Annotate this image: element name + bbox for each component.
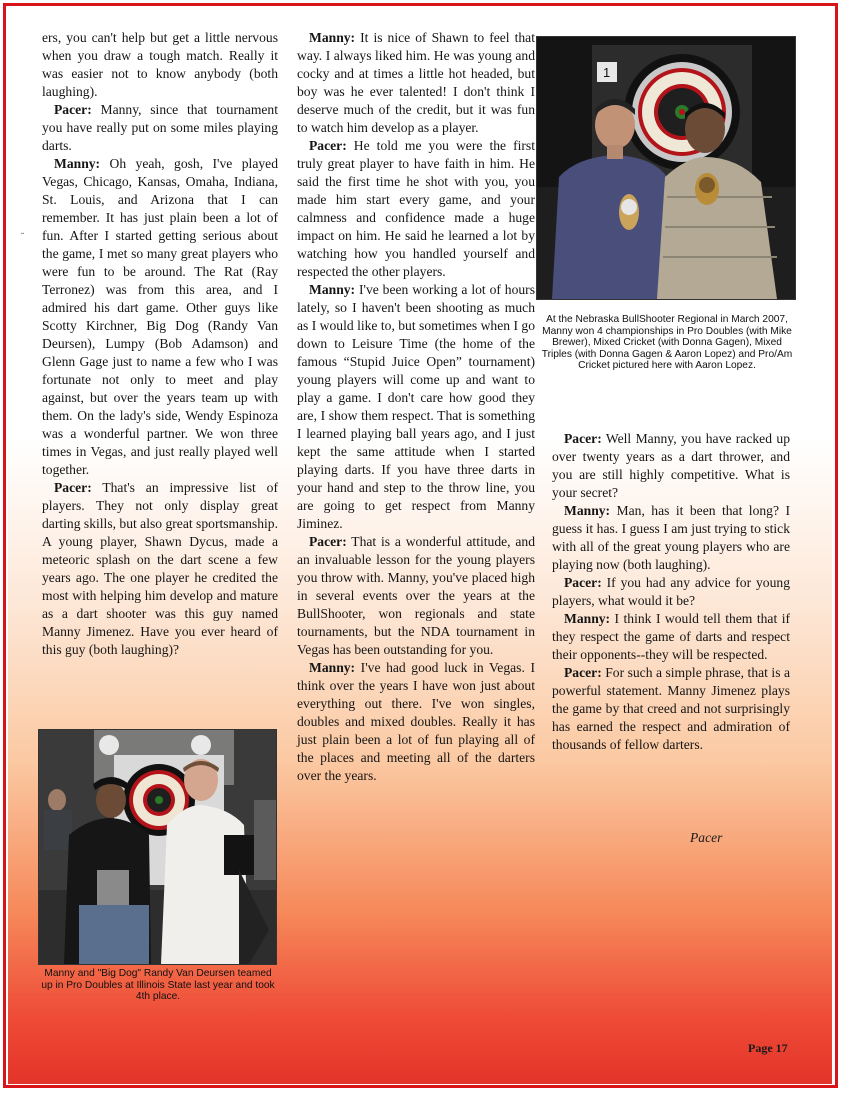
photo-manny-and-big-dog [38, 729, 277, 965]
speaker-label: Manny: [309, 660, 356, 675]
paragraph [552, 502, 790, 574]
page-number: Page 17 [748, 1041, 788, 1055]
paragraph [42, 155, 278, 479]
photo-caption-2: Manny and "Big Dog" Randy Van Deursen teamed up in Pro Doubles at Illinois State last year and took 4th place. [41, 968, 275, 1002]
photo-caption-1: At the Nebraska BullShooter Regional in March 2007, Manny won 4 championships in Pro Doubles (with Mike Brewer), Mixed Cricket (with Donna Gagen), Mixed Triples (with Donna Gagen & Aaron Lopez) and Pro/Am Cricket pictured here with Aaron Lopez. [541, 314, 793, 371]
paragraph-text: He told me you were the first truly great player to have faith in him. He said the first time he shot with you, you made him start every game, and your calmness and confidence made a huge impact on him. He said he learned a lot by watching how you handled yourself and respected the other players. [297, 138, 535, 279]
paragraph [297, 533, 535, 659]
speaker-label: Manny: [54, 156, 101, 171]
column-2 [297, 29, 535, 785]
speaker-label: Manny: [564, 503, 611, 518]
board-number: 1 [603, 65, 611, 80]
margin-mark: ˘ [20, 233, 25, 244]
photo-illustration [537, 37, 795, 299]
paragraph [552, 610, 790, 664]
speaker-label: Manny: [564, 611, 611, 626]
paragraph-text: For such a simple phrase, that is a powerful statement. Manny Jimenez plays the game by that creed and not surprisingly has earned the respect and admiration of thousands of fellow darters. [552, 665, 790, 752]
speaker-label: Pacer: [309, 138, 347, 153]
paragraph [297, 29, 535, 137]
speaker-label: Pacer: [564, 431, 602, 446]
speaker-label: Pacer: [54, 102, 92, 117]
paragraph-text: That's an impressive list of players. They not only display great darting skills, but also great sportsmanship. A young player, Shawn Dycus, made a meteoric splash on the dart scene a few years ago. The one player he credited the most with helping him develop and mature as a dart shooter was this guy named Manny Jimenez. Have you ever heard of this guy (both laughing)? [42, 480, 278, 657]
author-signature: Pacer [690, 830, 723, 845]
paragraph-text: I've been working a lot of hours lately, so I haven't been shooting as much as I would like to, but sometimes when I go down to Leisure Time (the home of the famous “Stupid Juice Open” tournament) young players will come up and want to play a game. I don't care how good they are, I show them respect. That is something I learned playing ball years ago, and I just kept the same attitude when I started playing darts. If you have three darts in your hand and step to the throw line, you are going to get respect from Manny Jiminez. [297, 282, 535, 531]
speaker-label: Pacer: [564, 575, 602, 590]
paragraph-text: If you had any advice for young players, what would it be? [552, 575, 790, 608]
paragraph [552, 664, 790, 754]
column-3 [552, 430, 790, 754]
paragraph [297, 137, 535, 281]
column-1 [42, 29, 278, 659]
paragraph [42, 479, 278, 659]
paragraph-text: I've had good luck in Vegas. I think over the years I have won just about everything out there. I've won singles, doubles and mixed doubles. Really it has just plain been a lot of fun playing all of the places and meeting all of the darters over the years. [297, 660, 535, 783]
paragraph [297, 659, 535, 785]
speaker-label: Pacer: [54, 480, 92, 495]
paragraph-text: Well Manny, you have racked up over twenty years as a dart thrower, and you are still highly competitive. What is your secret? [552, 431, 790, 500]
photo-manny-and-aaron-lopez [536, 36, 796, 300]
paragraph-text: That is a wonderful attitude, and an invaluable lesson for the young players you throw with. Manny, you've placed high in several events over the years at the BullShooter, won regionals and state tournaments, but the NDA tournament in Vegas has been outstanding for you. [297, 534, 535, 657]
paragraph-text: It is nice of Shawn to feel that way. I always liked him. He was young and cocky and at times a little hot headed, but boy was he ever talented! I don't think I deserve much of the credit, but it was fun to watch him develop as a player. [297, 30, 535, 135]
speaker-label: Manny: [309, 30, 356, 45]
paragraph-text: ers, you can't help but get a little nervous when you draw a tough match. Really it was easier not to know anybody (both laughing). [42, 30, 278, 99]
paragraph-text: Man, has it been that long? I guess it has. I guess I am just trying to stick with all of the great young players who are playing now (both laughing). [552, 503, 790, 572]
paragraph-text: Oh yeah, gosh, I've played Vegas, Chicago, Kansas, Omaha, Indiana, St. Louis, and Arizona that I can remember. It has just plain been a lot of fun. After I started getting serious about the game, I met so many great players who were fun to be around. The Rat (Ray Terronez) was from this area, and I admired his dart game. Other guys like Scotty Kirchner, Big Dog (Randy Van Deursen), Lumpy (Bob Adamson) and Glenn Gage just to name a few who I was fortunate not only to meet and play against, but over the years team up with them. On the lady's side, Wendy Espinoza was a wonderful partner. We won three times in Vegas, and just really played well together. [42, 156, 278, 477]
speaker-label: Pacer: [309, 534, 347, 549]
paragraph-text: Manny, since that tournament you have really put on some miles playing darts. [42, 102, 278, 153]
paragraph [42, 101, 278, 155]
photo-illustration [39, 730, 276, 964]
speaker-label: Manny: [309, 282, 356, 297]
paragraph [297, 281, 535, 533]
speaker-label: Pacer: [564, 665, 602, 680]
paragraph [552, 574, 790, 610]
paragraph-text: I think I would tell them that if they respect the game of darts and respect their opponents--they will be respected. [552, 611, 790, 662]
paragraph [42, 29, 278, 101]
paragraph [552, 430, 790, 502]
